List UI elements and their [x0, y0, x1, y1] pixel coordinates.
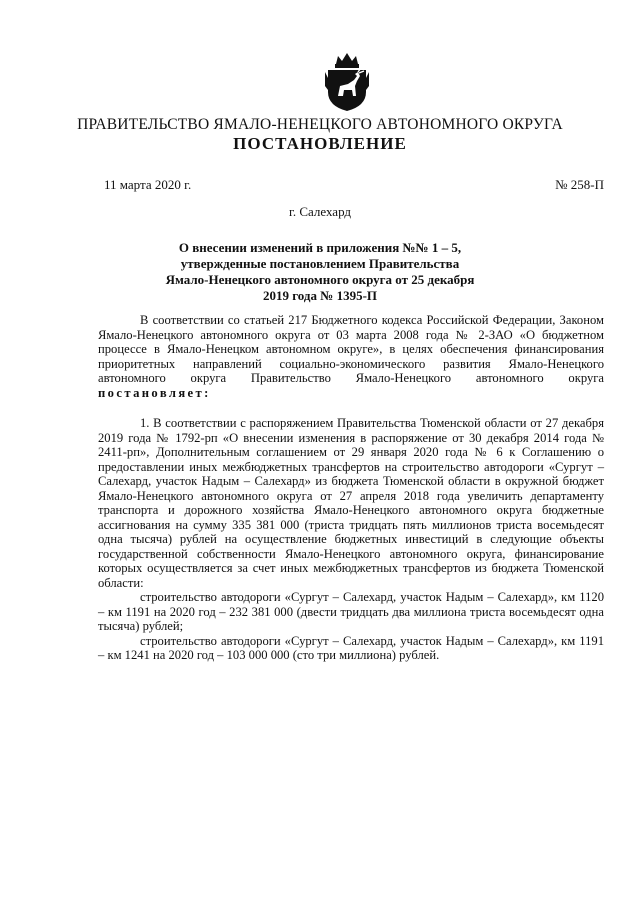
- coat-of-arms-emblem: [324, 50, 370, 112]
- government-title: ПРАВИТЕЛЬСТВО ЯМАЛО-НЕНЕЦКОГО АВТОНОМНОГО ОКРУГА: [77, 116, 563, 133]
- document-date: 11 марта 2020 г.: [104, 177, 192, 192]
- clause-1-item-1: строительство автодороги «Сургут – Салехард, участок Надым – Салехард», км 1120 – км 1191 на 2020 год – 232 381 000 (двести тридцать два миллиона триста восемьдесят одна тысяча) рублей;: [98, 590, 604, 633]
- preamble-paragraph: [98, 313, 604, 400]
- document-subject: О внесении изменений в приложения №№ 1 – 5, утвержденные постановлением Правительства Ямало-Ненецкого автономного округа от 25 декабря 2019 года № 1395-П: [165, 240, 475, 303]
- document-city: г. Салехард: [288, 204, 352, 219]
- resolves-keyword: постановляет:: [98, 385, 211, 400]
- clause-1-item-2: строительство автодороги «Сургут – Салехард, участок Надым – Салехард», км 1191 – км 1241 на 2020 год – 103 000 000 (сто три миллиона) рублей.: [98, 633, 604, 662]
- document-number: № 258-П: [555, 177, 604, 192]
- clause-1-paragraph: 1. В соответствии с распоряжением Правительства Тюменской области от 27 декабря 2019 года № 1792-рп «О внесении изменения в распоряжение от 30 декабря 2014 года № 2411-рп», Дополнительным соглашением от 29 января 2020 года № 6 к Соглашению о предоставлении иных межбюджетных трансфертов на строительство автодороги «Сургут – Салехард, участок Надым – Салехард» из бюджета Тюменской области в окружной бюджет Ямало-Ненецкого автономного округа от 27 апреля 2018 года увеличить департаменту транспорта и дорожного хозяйства Ямало-Ненецкого автономного округа бюджетные ассигнования на сумму 335 381 000 (триста тридцать пять миллионов триста восемьдесят одна тысяча) рублей на осуществление бюджетных инвестиций в следующие объекты государственной собственности Ямало-Ненецкого автономного округа, финансирование которых осуществляется за счет иных межбюджетных трансфертов из бюджета Тюменской области:: [98, 416, 604, 590]
- document-type-title: ПОСТАНОВЛЕНИЕ: [233, 134, 407, 153]
- document-body: [98, 313, 604, 663]
- preamble-text: В соответствии со статьей 217 Бюджетного кодекса Российской Федерации, Законом Ямало-Ненецкого автономного округа от 03 марта 2008 года № 2-ЗАО «О бюджетном процессе в Ямало-Ненецком автономном округе», в целях обеспечения финансирования приоритетных направлений социально-экономического развития Ямало-Ненецкого автономного округа Правительство Ямало-Ненецкого автономного округа: [98, 313, 604, 385]
